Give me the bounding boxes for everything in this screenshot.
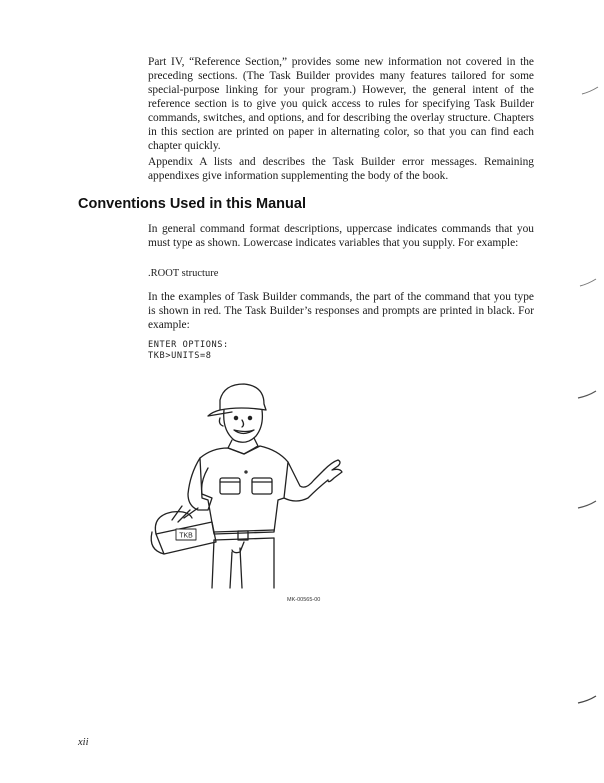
shirt-illustration [200, 446, 288, 534]
reference-section-paragraph: Part IV, “Reference Section,” provides some new information not covered in the preceding sections. (The Task Builder provides many features tailored for some special-purpose linking for your program.) However, the general intent of the reference section is to give you quick access to rules for specifying Task Builder commands, switches, and options, and for describing the overlay structure. Chapters in this section are printed on paper in alternating color, so that you can find each chapter quickly. [148, 56, 534, 152]
code-line-command: TKB>UNITS=8 [148, 351, 212, 361]
command-examples-paragraph: In the examples of Task Builder commands, the part of the command that you type is shown in red. The Task Builder’s responses and prompts are printed in black. For example: [148, 291, 534, 331]
code-line-prompt: ENTER OPTIONS: [148, 340, 229, 350]
margin-mark [578, 278, 598, 288]
margin-mark [576, 500, 598, 510]
toolbox-label: TKB [179, 532, 193, 540]
appendix-paragraph: Appendix A lists and describes the Task Builder error messages. Remaining appendixes give information supplementing the body of the book. [148, 156, 534, 182]
task-builder-worker-illustration [128, 382, 348, 592]
page-number: xii [78, 737, 89, 748]
margin-mark [576, 695, 598, 705]
cap-illustration [220, 384, 266, 410]
figure-caption: MK-00565-00 [287, 597, 321, 603]
format-conventions-paragraph: In general command format descriptions, uppercase indicates commands that you must type as shown. Lowercase indicates variables that you supply. For example: [148, 223, 534, 249]
command-example-block [148, 340, 229, 362]
margin-mark [580, 86, 600, 96]
format-example: .ROOT structure [148, 268, 219, 279]
section-heading: Conventions Used in this Manual [78, 196, 306, 212]
right-arm-illustration [288, 462, 324, 487]
margin-mark [576, 390, 598, 400]
